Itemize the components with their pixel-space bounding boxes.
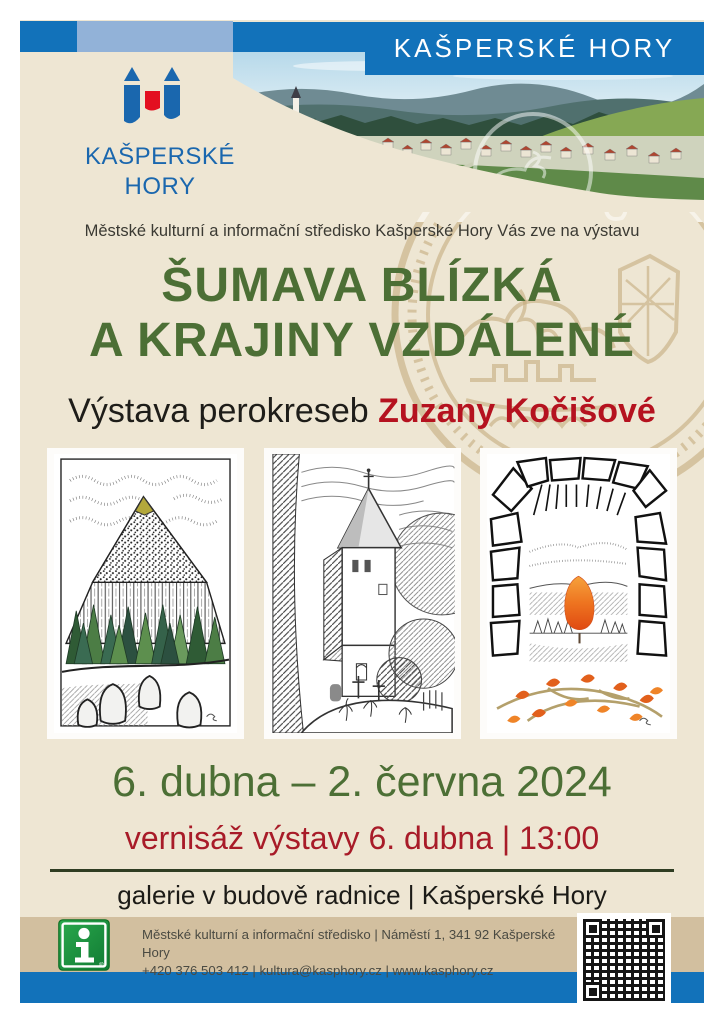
top-left-dark-blue-block [20,21,77,52]
divider-rule [50,869,674,872]
town-banner-title: KAŠPERSKÉ HORY [393,33,676,63]
svg-text:®: ® [99,962,104,969]
qr-finder-top-left [583,919,602,938]
footer-line2: +420 376 503 412 | kultura@kasphory.cz | www.kasphory.cz [142,963,494,978]
subtitle-prefix: Výstava perokreseb [68,392,379,430]
qr-pattern [583,919,665,1001]
exhibition-subtitle [20,392,704,431]
footer-contact [142,926,572,980]
invitation-line: Městské kulturní a informační středisko Kašperské Hory Vás zve na výstavu [84,222,640,240]
artwork-mountain [47,448,244,739]
pen-drawing-stone-window-autumn-tree [486,454,671,733]
venue-line: galerie v budově radnice | Kašperské Hory [117,880,607,910]
artist-name: Zuzany Kočišové [378,392,656,430]
artwork-church [264,448,461,739]
castle-towers-icon [116,65,196,131]
exhibition-dates: 6. dubna – 2. června 2024 [112,758,612,806]
pen-drawing-village-church [270,454,455,733]
top-left-light-blue-block [77,21,233,52]
vernissage-line: vernisáž výstavy 6. dubna | 13:00 [124,820,600,856]
exhibition-title-line1: ŠUMAVA BLÍZKÁ [161,259,563,312]
logo-line2: HORY [124,173,196,200]
logo-text [50,142,270,202]
exhibition-poster [20,20,704,1003]
info-icon [58,919,110,971]
town-panorama-photo [233,52,704,212]
town-banner [365,22,704,75]
artwork-row [47,448,677,740]
qr-code [577,913,671,1003]
logo-line1: KAŠPERSKÉ [85,143,235,170]
footer-line1: Městské kulturní a informační středisko | Náměstí 1, 341 92 Kašperské Hory [142,927,556,960]
exhibition-title-line2: A KRAJINY VZDÁLENÉ [88,314,636,367]
pen-drawing-mountain-with-green-trees [53,454,238,733]
qr-finder-bottom-left [583,982,602,1001]
qr-finder-top-right [646,919,665,938]
artwork-stone-window [480,448,677,739]
